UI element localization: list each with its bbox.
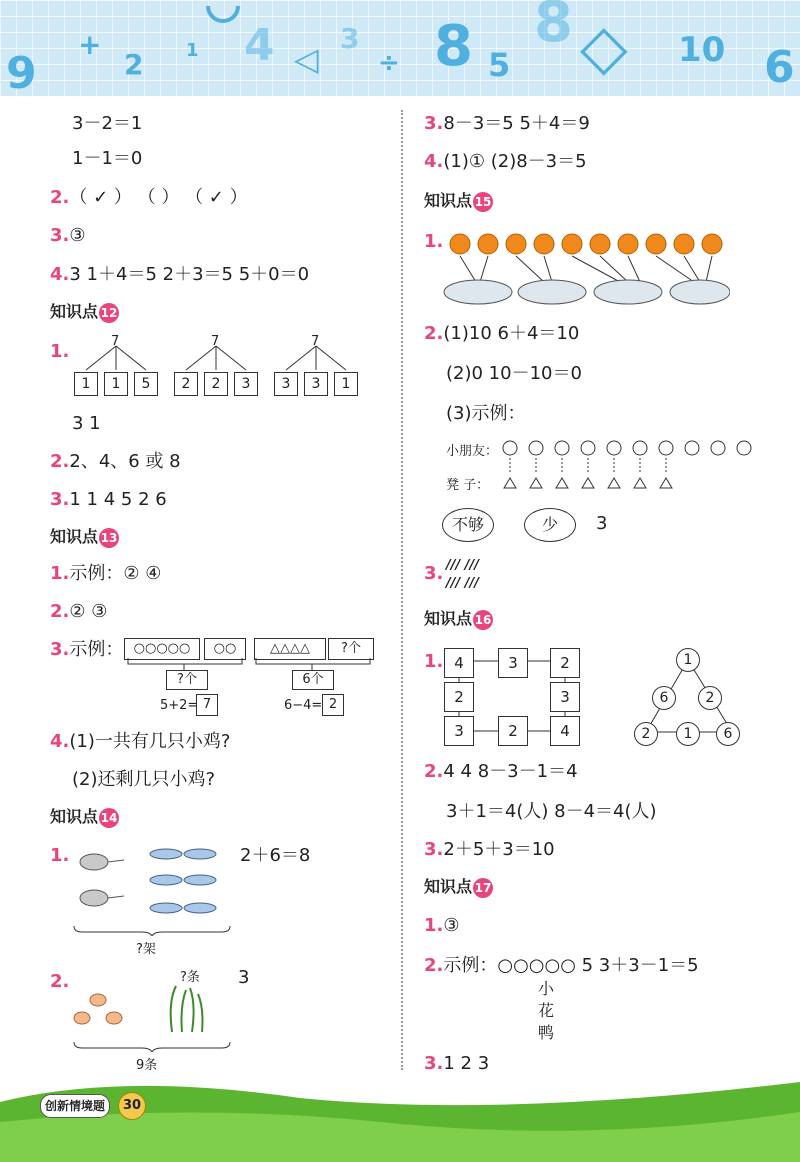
answer-k16-3 [424,838,555,862]
answer-text: 3 1＋4＝5 2＋3＝5 5＋0＝0 [69,264,310,285]
triangles-box: △△△△ [254,638,326,660]
answer-q3 [50,224,86,248]
question-number: 1. [50,845,70,866]
tree-top-number: 7 [311,334,320,349]
answer-k13-4b: (2)还剩几只小鸡? [72,769,216,790]
number-box: 2 [174,372,198,396]
answer-line: 3－2＝1 [72,113,143,134]
digit-decoration: 5 [488,46,511,84]
grass-footer [0,1072,800,1162]
question-number: 3. [424,839,444,860]
answer-k12-3 [50,488,167,512]
vertical-char: 小 [538,979,555,998]
brace-label: 9条 [136,1058,158,1073]
answer-r3 [424,112,590,136]
puzzle-box: 4 [444,648,474,678]
answer-text: 4 4 8－3－1＝4 [443,761,578,782]
diamond-decoration: ◇ [580,10,628,83]
answer-k16-2b: 3＋1＝4(人) 8－4＝4(人) [446,801,657,822]
kids-stools-diagram [500,436,770,492]
question-number: 1. [424,231,444,252]
number-box: 1 [74,372,98,396]
answer-k15-2a [424,322,579,346]
answer-k13-2 [50,600,107,624]
question-number: 4. [50,264,70,285]
puzzle-box: 3 [498,648,528,678]
puzzle-circle: 2 [634,722,658,746]
puzzle-circle: 1 [676,722,700,746]
question-number-line [424,650,443,674]
knowledge-point-heading [50,301,119,323]
puzzle-circle: 1 [676,648,700,672]
equation-text: 6−4= [284,698,323,713]
answer-line: 3 1 [72,413,101,434]
answer-text: 示例：○○○○○ 5 3＋3－1＝5 [443,955,699,976]
question-number: 1. [424,651,444,672]
number-box: 3 [304,372,328,396]
knowledge-point-heading [424,876,493,898]
digit-decoration: 3 [340,22,360,55]
digit-decoration: 9 [6,48,37,99]
puzzle-box: 3 [444,716,474,746]
answer-text: ② ③ [69,601,108,622]
total-box: ?个 [166,670,208,690]
answer-k17-1 [424,914,460,938]
kp-label: 知识点 [50,302,99,321]
page-number: 30 [118,1092,146,1120]
knowledge-point-heading [50,806,119,828]
number-box: 5 [134,372,158,396]
answer-q2 [50,186,248,210]
unknown-box: ?个 [328,638,374,660]
question-label: ?条 [180,970,200,985]
answer-k13-3 [50,638,123,662]
oranges-and-plates-illustration [440,226,730,310]
answer-text: （ ✓ ） （ ） （ ✓ ） [69,187,248,208]
brace-label: ?架 [136,942,156,957]
digit-decoration: 8 [534,0,573,55]
answer-box: 7 [196,694,218,716]
number-box: 1 [104,372,128,396]
column-divider [401,110,403,1070]
answer-text: 示例：② ④ [69,563,162,584]
answer-text: 示例： [69,639,124,660]
kp-label: 知识点 [50,807,99,826]
question-number-line [50,340,69,364]
question-number-line [50,844,69,868]
answer-text: (1)一共有几只小鸡? [69,731,231,752]
question-number: 3. [424,563,444,584]
answer-k15-2c: (3)示例： [446,403,526,424]
answer-text: 2＋5＋3＝10 [443,839,555,860]
tree-top-number: 7 [111,334,120,349]
number-box: 1 [334,372,358,396]
question-number: 3. [50,225,70,246]
answer-k17-2 [424,954,699,978]
header-banner [0,0,800,99]
question-number: 2. [424,955,444,976]
knowledge-point-heading [424,608,493,630]
answer-text: 2、4、6 或 8 [69,451,181,472]
aircraft-illustration [72,840,232,936]
circle-decoration [204,2,244,32]
question-number-line [50,970,69,994]
question-number: 2. [50,971,70,992]
answer-box: 2 [322,694,344,716]
tally-marks: /// /// [446,558,480,573]
question-number: 4. [50,731,70,752]
question-number: 1. [50,563,70,584]
vertical-char: 鸭 [538,1023,555,1042]
number-box: 3 [234,372,258,396]
answer-k15-2b: (2)0 10－10＝0 [446,363,582,384]
answer-text: ③ [69,225,86,246]
answer-k12-2 [50,450,181,474]
puzzle-box: 2 [444,682,474,712]
circles-box: ○○ [204,638,246,660]
question-number: 2. [424,323,444,344]
answer-text: 2＋6＝8 [240,845,311,866]
answer-text: 1 2 3 [443,1053,490,1074]
kp-number-badge: 16 [473,610,493,630]
digit-decoration: 8 [434,14,473,79]
plus-decoration: + [78,28,102,61]
puzzle-circle: 6 [716,722,740,746]
kp-number-badge: 14 [99,808,119,828]
fish-and-seaweed-illustration [72,982,232,1052]
kp-number-badge: 13 [99,528,119,548]
question-number: 1. [50,341,70,362]
connector-lines [124,658,374,670]
tally-marks: /// /// [446,576,480,591]
equation-text: 5+2= [160,698,199,713]
answer-bubble: 少 [524,508,576,542]
digit-decoration: 2 [124,48,144,81]
answer-text: (1)10 6＋4＝10 [443,323,580,344]
answer-text: 3 [596,513,608,534]
puzzle-box: 2 [550,648,580,678]
puzzle-box: 2 [498,716,528,746]
tree-top-number: 7 [211,334,220,349]
puzzle-box: 3 [550,682,580,712]
vertical-char: 花 [538,1001,555,1020]
kp-label: 知识点 [424,877,473,896]
answer-r4 [424,150,587,174]
question-number: 2. [50,601,70,622]
answer-text: 8－3＝5 5＋4＝9 [443,113,590,134]
knowledge-point-heading [50,526,119,548]
question-number: 3. [50,489,70,510]
kp-label: 知识点 [424,609,473,628]
vertical-text [538,978,554,1044]
answer-text: (1)① (2)8－3＝5 [443,151,587,172]
kp-number-badge: 12 [99,303,119,323]
question-number: 3. [424,1053,444,1074]
puzzle-circle: 2 [698,686,722,710]
question-number: 2. [50,451,70,472]
answer-line: 1－1＝0 [72,148,143,169]
puzzle-circle: 6 [652,686,676,710]
question-number-line [424,562,443,586]
knowledge-point-heading [424,190,493,212]
question-number: 3. [424,113,444,134]
digit-decoration: 1 [186,40,199,61]
answer-text: 1 1 4 5 2 6 [69,489,167,510]
kids-label: 小朋友： [446,444,499,459]
number-box: 2 [204,372,228,396]
divide-decoration: ÷ [378,48,400,78]
number-decoration: 10 [678,30,726,70]
question-number: 3. [50,639,70,660]
answer-k13-4a [50,730,230,754]
digit-decoration: 4 [244,20,275,71]
answer-k13-1 [50,562,161,586]
answer-bubble: 不够 [442,508,494,542]
total-box: 6个 [292,670,334,690]
question-number: 2. [424,761,444,782]
footer-label: 创新情境题 [40,1094,110,1118]
answer-q4 [50,263,309,287]
kp-label: 知识点 [424,191,473,210]
kp-label: 知识点 [50,527,99,546]
answer-text: 3 [238,967,250,988]
stools-label: 凳 子： [446,478,490,493]
question-number: 4. [424,151,444,172]
answer-text: ③ [443,915,460,936]
circles-box: ○○○○○ [124,638,200,660]
kp-number-badge: 17 [473,878,493,898]
question-number: 2. [50,187,70,208]
puzzle-box: 4 [550,716,580,746]
triangle-decoration: ◁ [294,40,319,78]
kp-number-badge: 15 [473,192,493,212]
number-box: 3 [274,372,298,396]
question-number: 1. [424,915,444,936]
digit-decoration: 6 [764,42,795,93]
answer-k16-2a [424,760,578,784]
